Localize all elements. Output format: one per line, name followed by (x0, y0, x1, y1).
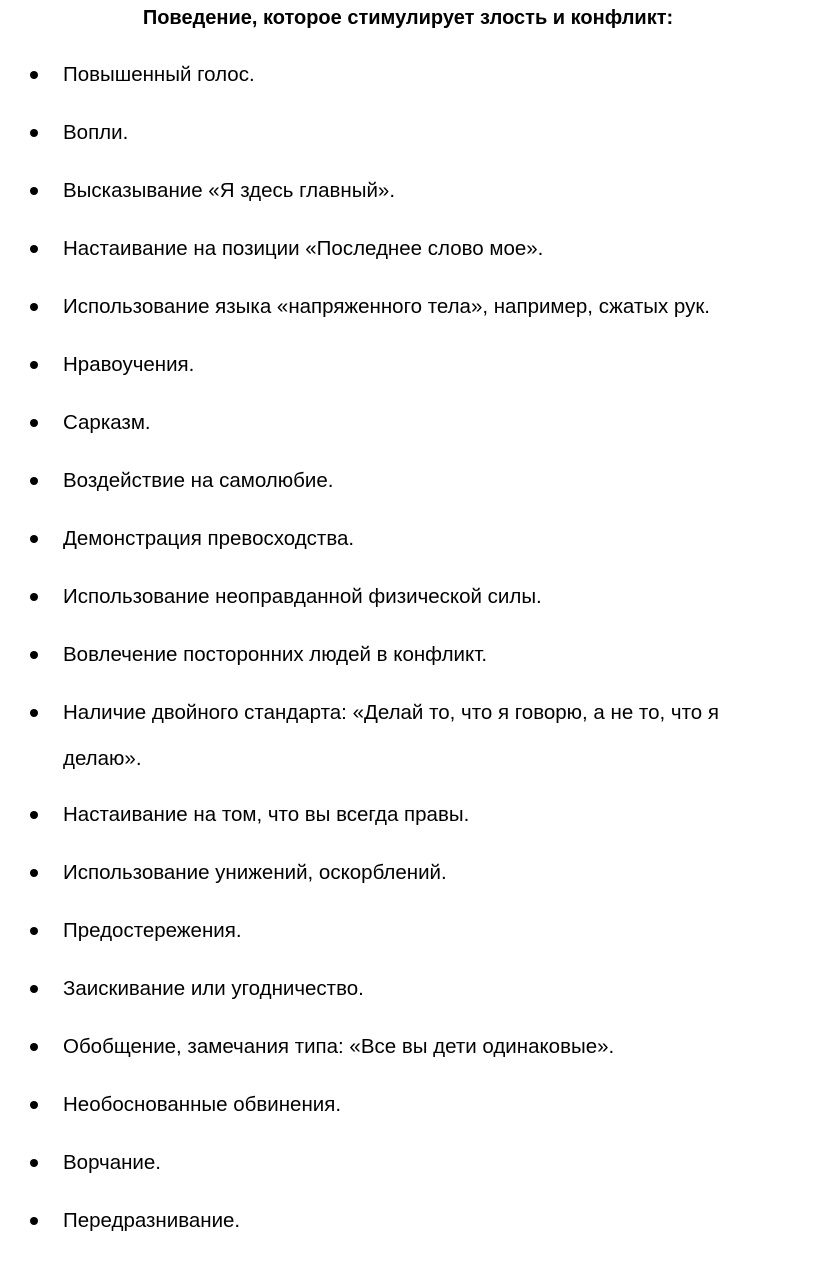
list-item-text: Предостережения. (63, 919, 242, 942)
list-item (30, 908, 790, 954)
list-item (30, 458, 790, 504)
list-item (30, 284, 790, 330)
list-item (30, 516, 790, 562)
list-item (30, 1198, 790, 1244)
bullet-icon (30, 927, 38, 935)
list-item (30, 792, 790, 838)
bullet-icon (30, 245, 38, 253)
bullet-icon (30, 187, 38, 195)
bullet-icon (30, 477, 38, 485)
list-item-text: Настаивание на позиции «Последнее слово мое». (63, 237, 544, 260)
list-item-text: Использование неоправданной физической силы. (63, 585, 542, 608)
list-item (30, 52, 790, 98)
list-item-text: Нравоучения. (63, 353, 195, 376)
list-item-text: Обобщение, замечания типа: «Все вы дети одинаковые». (63, 1035, 615, 1058)
bullet-icon (30, 869, 38, 877)
list-item (30, 966, 790, 1012)
bullet-icon (30, 535, 38, 543)
list-item (30, 1024, 790, 1070)
list-item-text: Воздействие на самолюбие. (63, 469, 334, 492)
list-item (30, 400, 790, 446)
bullet-icon (30, 1217, 38, 1225)
bullet-icon (30, 129, 38, 137)
list-item (30, 690, 790, 782)
list-item-text: Высказывание «Я здесь главный». (63, 179, 396, 202)
list-item-text: Демонстрация превосходства. (63, 527, 355, 550)
list-item-text: Сарказм. (63, 411, 151, 434)
list-item (30, 574, 790, 620)
list-item (30, 226, 790, 272)
bullet-icon (30, 593, 38, 601)
list-item (30, 1082, 790, 1128)
bullet-icon (30, 1159, 38, 1167)
bullet-icon (30, 709, 38, 717)
list-item-text: Использование унижений, оскорблений. (63, 861, 447, 884)
bullet-icon (30, 985, 38, 993)
list-item-text: Ворчание. (63, 1151, 161, 1174)
bullet-icon (30, 651, 38, 659)
list-item (30, 110, 790, 156)
list-item (30, 1140, 790, 1186)
list-item-text: Наличие двойного стандарта: «Делай то, что я говорю, а не то, что я делаю». (63, 701, 719, 770)
list-item-text: Использование языка «напряженного тела», например, сжатых рук. (63, 295, 711, 318)
bullet-icon (30, 1043, 38, 1051)
document-title: Поведение, которое стимулирует злость и конфликт: (142, 7, 674, 29)
list-item (30, 168, 790, 214)
bullet-icon (30, 811, 38, 819)
list-item-text: Необоснованные обвинения. (63, 1093, 342, 1116)
list-item-text: Повышенный голос. (63, 63, 255, 86)
list-item-text: Настаивание на том, что вы всегда правы. (63, 803, 470, 826)
list-item-text: Вопли. (63, 121, 129, 144)
list-item-text: Заискивание или угодничество. (63, 977, 364, 1000)
list-item-text: Вовлечение посторонних людей в конфликт. (63, 643, 488, 666)
bullet-icon (30, 419, 38, 427)
list-item (30, 342, 790, 388)
list-item (30, 632, 790, 678)
bullet-icon (30, 303, 38, 311)
list-item-text: Передразнивание. (63, 1209, 241, 1232)
bullet-icon (30, 361, 38, 369)
bullet-icon (30, 1101, 38, 1109)
bullet-icon (30, 71, 38, 79)
list-item (30, 850, 790, 896)
